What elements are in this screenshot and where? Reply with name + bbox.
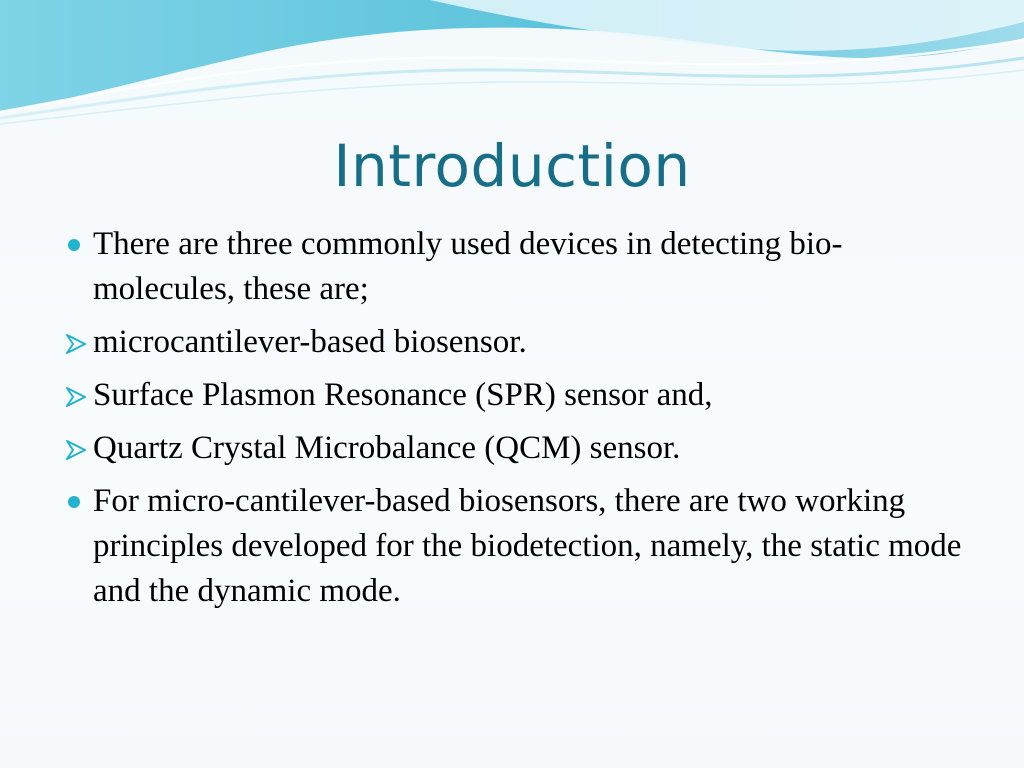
bullet-list xyxy=(62,222,962,622)
list-item xyxy=(62,373,962,418)
list-item-text: Quartz Crystal Microbalance (QCM) sensor. xyxy=(93,430,681,466)
dot-bullet-icon xyxy=(68,496,80,508)
arrow-bullet-icon xyxy=(64,333,88,355)
dot-bullet-icon xyxy=(68,239,80,251)
arrow-bullet-icon xyxy=(64,386,88,408)
list-item-text: microcantilever-based biosensor. xyxy=(93,324,527,360)
list-item-text: There are three commonly used devices in detecting bio-molecules, these are; xyxy=(93,226,843,307)
arrow-bullet-icon xyxy=(64,439,88,461)
header-wave-decoration xyxy=(0,0,1024,130)
list-item xyxy=(62,222,962,312)
list-item xyxy=(62,479,962,614)
slide-title: Introduction xyxy=(333,132,691,200)
list-item xyxy=(62,426,962,471)
list-item xyxy=(62,320,962,365)
list-item-text: Surface Plasmon Resonance (SPR) sensor and, xyxy=(93,377,713,413)
list-item-text: For micro-cantilever-based biosensors, there are two working principles developed for the biodetection, namely, the static mode and the dynamic mode. xyxy=(93,483,962,609)
